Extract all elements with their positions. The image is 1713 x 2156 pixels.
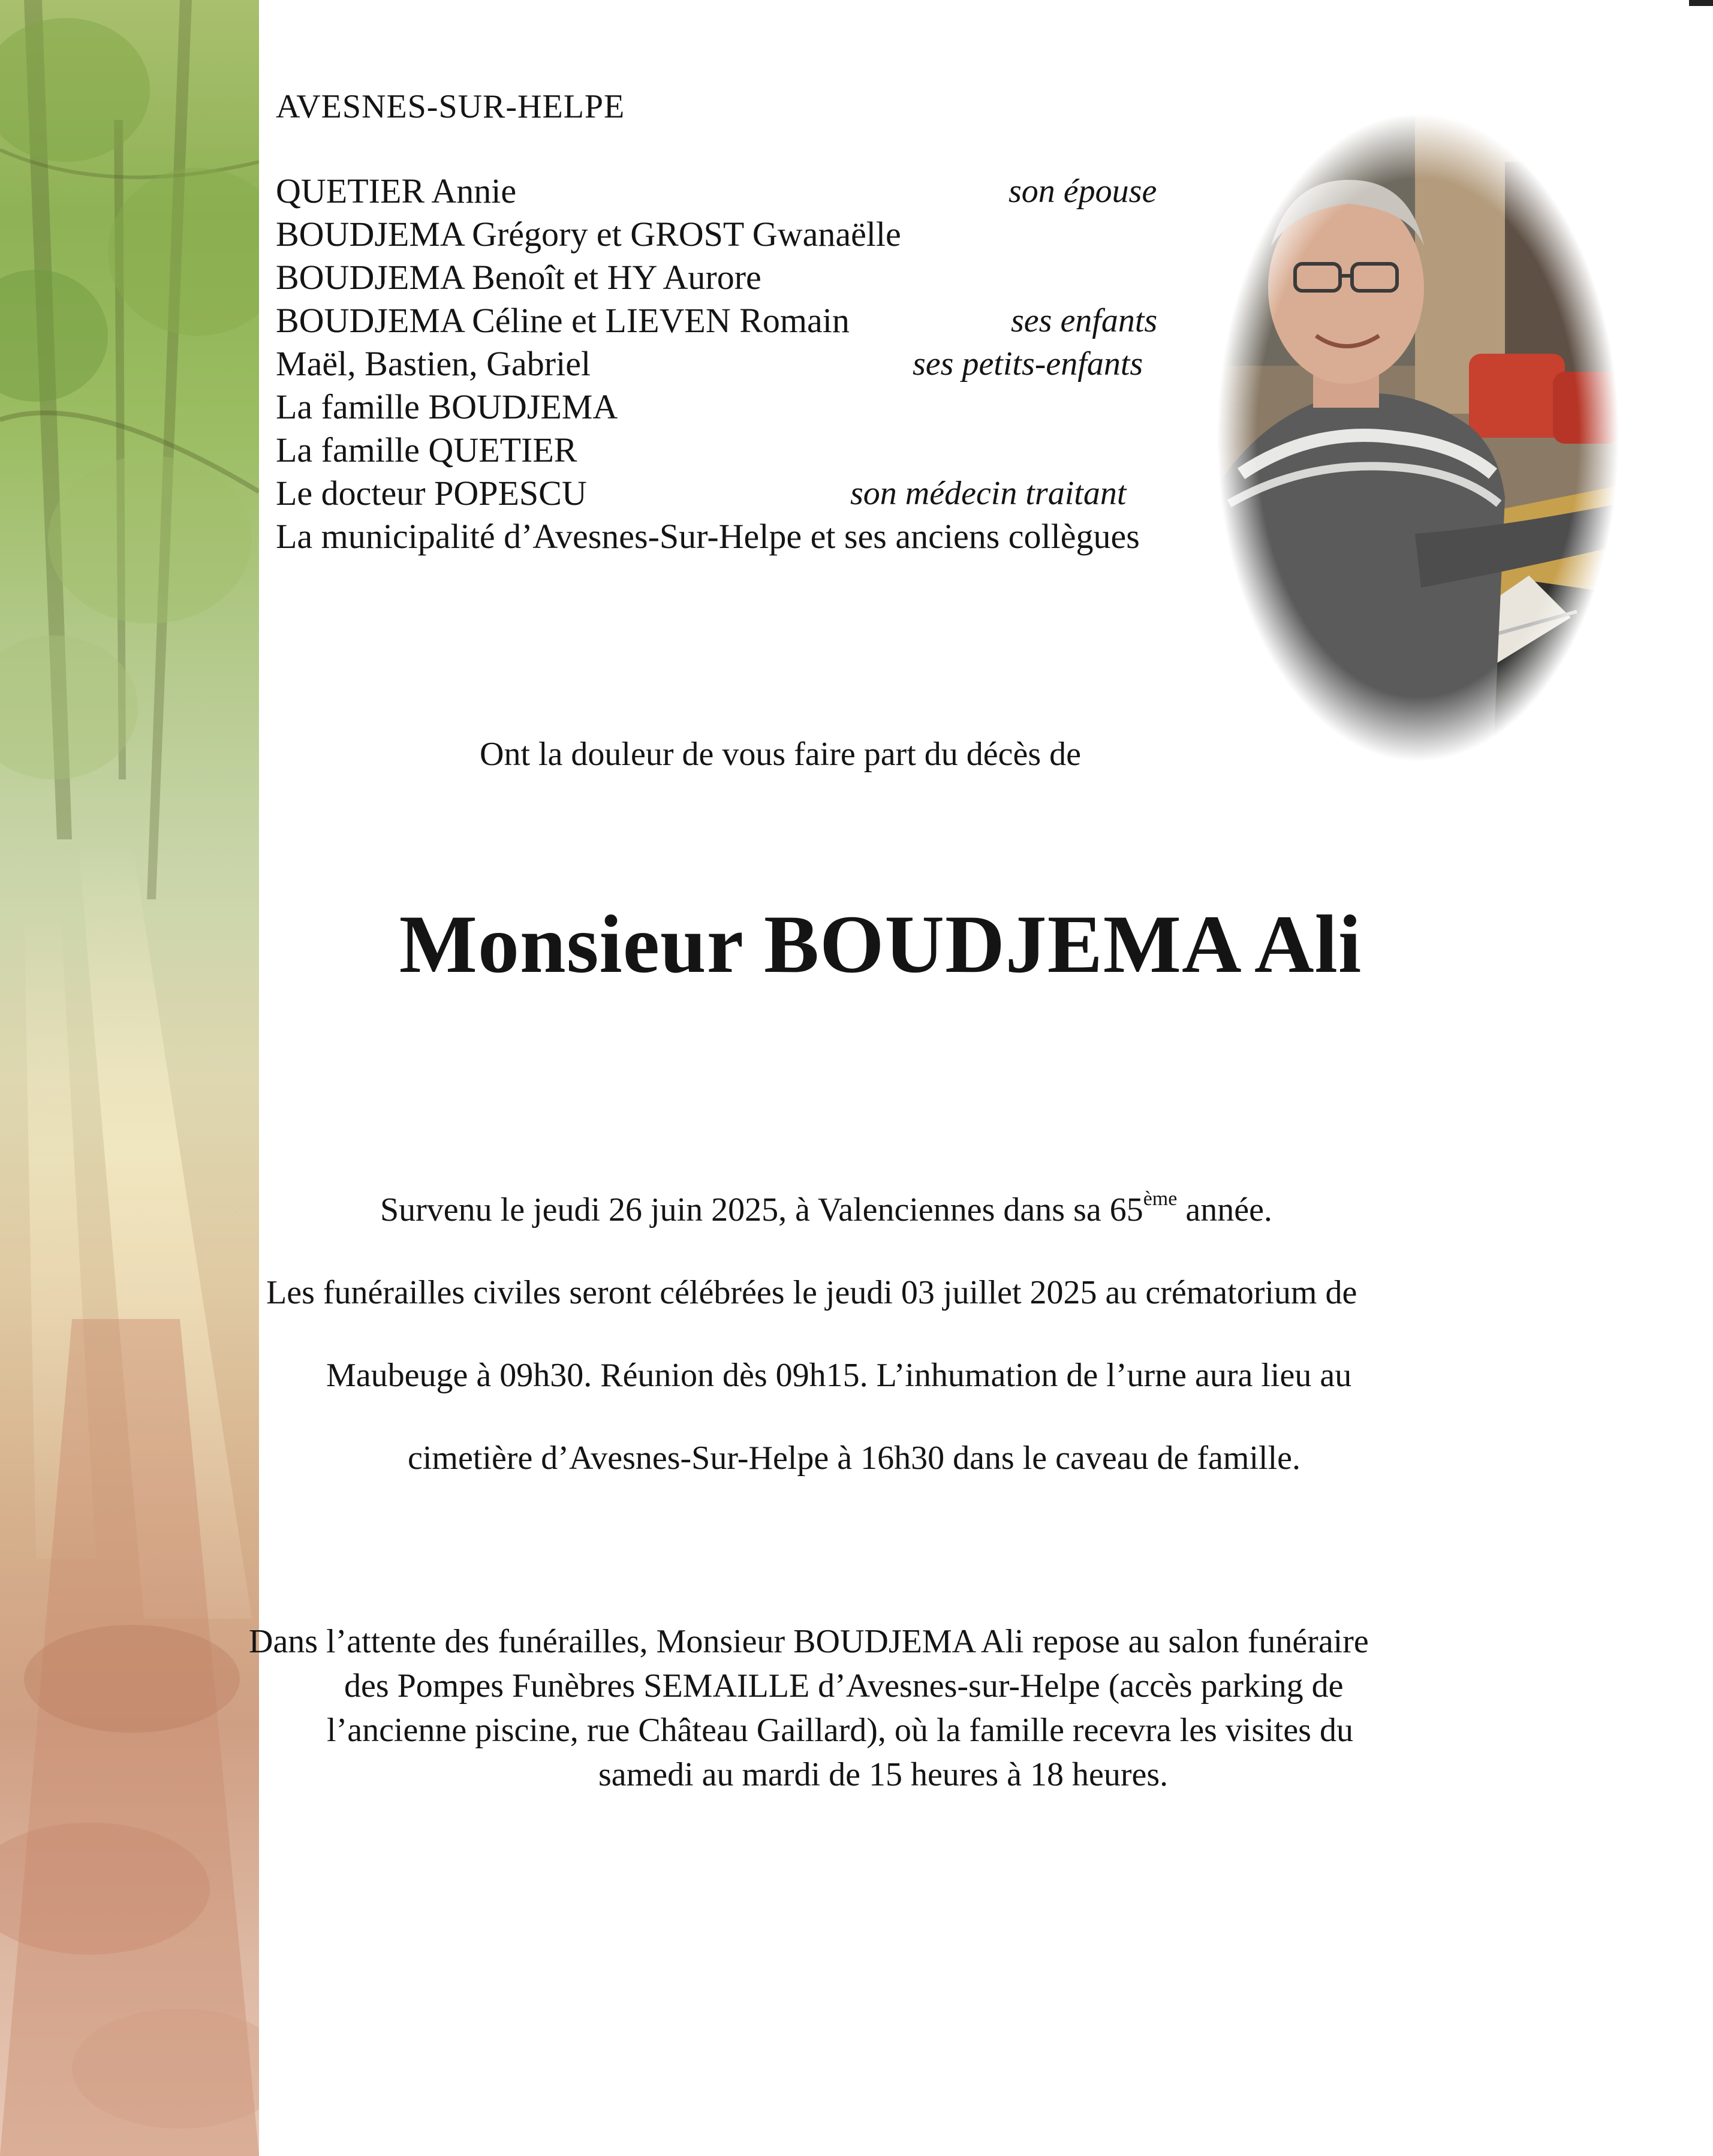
scan-edge-mark [1689, 0, 1713, 6]
family-member-name: BOUDJEMA Grégory et GROST Gwanaëlle [276, 215, 901, 254]
family-row [276, 429, 1295, 472]
forest-background-image [0, 0, 259, 2156]
family-member-name: La famille BOUDJEMA [276, 387, 618, 426]
viewing-line: Dans l’attente des funérailles, Monsieur BOUDJEMA Ali repose au salon funéraire [249, 1623, 1369, 1660]
announcement-text: Ont la douleur de vous faire part du décès de [480, 736, 1081, 773]
family-member-name: BOUDJEMA Céline et LIEVEN Romain [276, 301, 850, 340]
funeral-line: Les funérailles civiles seront célébrées le jeudi 03 juillet 2025 au crématorium de [266, 1274, 1357, 1311]
family-row [276, 256, 1295, 299]
funeral-line: Maubeuge à 09h30. Réunion dès 09h15. L’inhumation de l’urne aura lieu au [326, 1357, 1352, 1394]
family-member-role: ses enfants [1011, 302, 1158, 339]
family-member-name: Le docteur POPESCU [276, 474, 587, 513]
family-member-name: La municipalité d’Avesnes-Sur-Helpe et ses anciens collègues [276, 517, 1140, 556]
family-member-role: son épouse [1008, 173, 1157, 210]
viewing-line: des Pompes Funèbres SEMAILLE d’Avesnes-sur-Helpe (accès parking de [344, 1667, 1344, 1705]
deceased-name: Monsieur BOUDJEMA Ali [399, 898, 1362, 990]
family-member-name: Maël, Bastien, Gabriel [276, 344, 591, 383]
death-details [380, 1188, 1272, 1231]
family-member-role: ses petits-enfants [913, 345, 1143, 383]
funeral-line: cimetière d’Avesnes-Sur-Helpe à 16h30 dans le caveau de famille. [408, 1440, 1301, 1477]
portrait-photo [1217, 114, 1619, 761]
family-row [276, 472, 1295, 515]
family-row [276, 213, 1295, 256]
family-member-name: BOUDJEMA Benoît et HY Aurore [276, 258, 761, 297]
viewing-line: l’ancienne piscine, rue Château Gaillard), où la famille recevra les visites du [327, 1712, 1353, 1749]
town-heading: AVESNES-SUR-HELPE [276, 88, 625, 125]
family-row [276, 342, 1295, 386]
family-member-role: son médecin traitant [850, 475, 1127, 512]
death-details-text-end: année. [1177, 1191, 1272, 1228]
family-member-name: La famille QUETIER [276, 430, 577, 469]
family-row [276, 170, 1295, 213]
death-details-text: Survenu le jeudi 26 juin 2025, à Valenciennes dans sa 65 [380, 1191, 1143, 1228]
viewing-line: samedi au mardi de 15 heures à 18 heures. [598, 1756, 1169, 1793]
family-member-name: QUETIER Annie [276, 171, 517, 210]
family-list [276, 170, 1295, 558]
family-row [276, 386, 1295, 429]
family-row [276, 299, 1295, 342]
death-details-superscript: ème [1143, 1188, 1178, 1210]
family-row [276, 515, 1295, 558]
